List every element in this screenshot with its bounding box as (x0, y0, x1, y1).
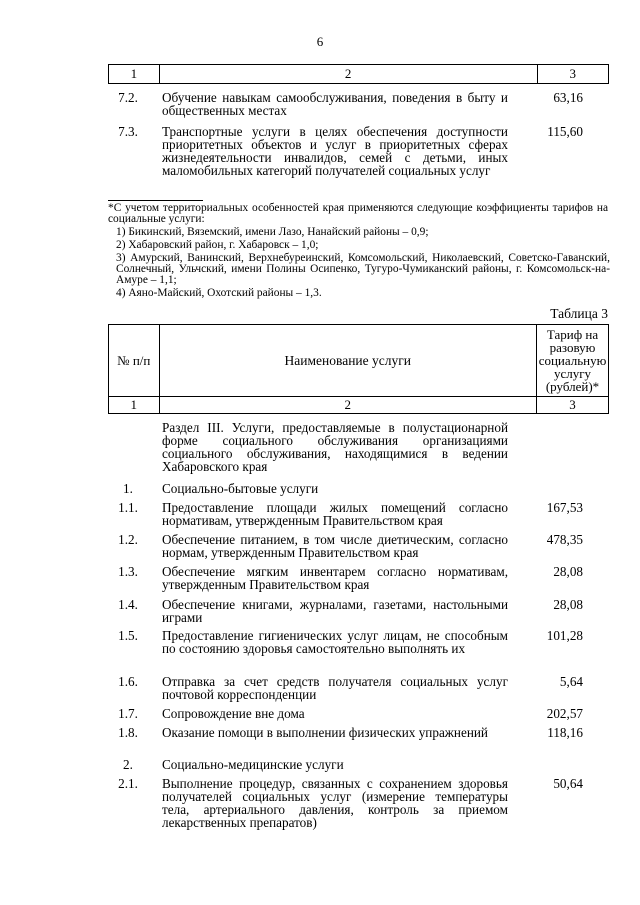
row-number: 7.3. (118, 124, 138, 139)
row-text: Социально-медицинские услуги (162, 757, 344, 772)
top-table-header (108, 64, 609, 84)
table3-header (108, 324, 609, 414)
footnote-rule (108, 200, 203, 201)
row-value: 118,16 (547, 725, 583, 740)
row-value: 5,64 (559, 674, 583, 689)
col-number-header: № п/п (109, 325, 160, 397)
row-value: 63,16 (553, 90, 583, 105)
footnote-item: 4) Аяно-Майский, Охотский районы – 1,3. (116, 287, 322, 299)
row-value: 28,08 (553, 564, 583, 579)
row-text: Оказание помощи в выполнении физических упражнений (162, 725, 488, 740)
row-text: Обеспечение мягким инвентарем согласно нормативам, утвержденным Правительством края (162, 564, 508, 592)
row-number: 1. (123, 481, 133, 496)
row-text: Обеспечение книгами, журналами, газетами, настольными играми (162, 597, 508, 625)
row-value: 478,35 (546, 532, 583, 547)
row-text: Сопровождение вне дома (162, 706, 305, 721)
footnote-item: 3) Амурский, Ванинский, Верхнебуреинский, Комсомольский, Николаевский, Советско-Гаванский, Солнечный, Ульчский, имени Полины Осипенко, Тугуро-Чумиканский районы, г. Комсомольск-на-Амуре – 1,1; (116, 252, 610, 286)
row-text: Социально-бытовые услуги (162, 481, 319, 496)
row-number: 1.1. (118, 500, 138, 515)
row-value: 167,53 (546, 500, 583, 515)
row-value: 202,57 (546, 706, 583, 721)
header-cell-1: 1 (109, 65, 160, 84)
row-text: Обучение навыкам самообслуживания, поведения в быту и общественных местах (162, 90, 508, 118)
footnote-item: 1) Бикинский, Вяземский, имени Лазо, Нанайский районы – 0,9; (116, 226, 429, 238)
col-tariff-header: Тариф на разовую социальную услугу (рублей)* (537, 325, 609, 397)
row-text: Предоставление гигиенических услуг лицам, не способным по состоянию здоровья самостоятельно выполнять их (162, 628, 508, 656)
index-cell-1: 1 (109, 397, 160, 414)
row-number: 1.5. (118, 628, 138, 643)
row-number: 2.1. (118, 776, 138, 791)
footnote-item: 2) Хабаровский район, г. Хабаровск – 1,0; (116, 239, 319, 251)
row-number: 1.7. (118, 706, 138, 721)
row-value: 28,08 (553, 597, 583, 612)
row-text: Предоставление площади жилых помещений согласно нормативам, утвержденным Правительством края (162, 500, 508, 528)
col-name-header: Наименование услуги (159, 325, 536, 397)
row-value: 50,64 (553, 776, 583, 791)
footnote-intro: *С учетом территориальных особенностей края применяются следующие коэффициенты тарифов на социальные услуги: (108, 202, 608, 225)
row-value: 101,28 (546, 628, 583, 643)
row-text: Отправка за счет средств получателя социальных услуг почтовой корреспонденции (162, 674, 508, 702)
row-number: 1.2. (118, 532, 138, 547)
page-number: 6 (316, 34, 324, 49)
row-number: 1.3. (118, 564, 138, 579)
table-caption: Таблица 3 (550, 306, 608, 321)
row-number: 1.4. (118, 597, 138, 612)
row-value: 115,60 (547, 124, 583, 139)
index-cell-3: 3 (537, 397, 609, 414)
row-text: Обеспечение питанием, в том числе диетическим, согласно нормам, утвержденным Правительством края (162, 532, 508, 560)
index-cell-2: 2 (159, 397, 536, 414)
row-number: 2. (123, 757, 133, 772)
header-cell-3: 3 (537, 65, 608, 84)
row-text: Транспортные услуги в целях обеспечения доступности приоритетных объектов и услуг в приоритетных сферах жизнедеятельности инвалидов, семей с детьми, иных маломобильных категорий получателей социальных услуг (162, 124, 508, 178)
section-title-text: Раздел III. Услуги, предоставляемые в полустационарной форме социального обслуживания организациями социального обслуживания, находящимися в ведении Хабаровского края (162, 420, 508, 474)
row-number: 1.8. (118, 725, 138, 740)
row-number: 1.6. (118, 674, 138, 689)
row-number: 7.2. (118, 90, 138, 105)
row-text: Выполнение процедур, связанных с сохранением здоровья получателей социальных услуг (измерение температуры тела, артериального давления, контроль за приемом лекарственных препаратов) (162, 776, 508, 830)
header-cell-2: 2 (159, 65, 537, 84)
